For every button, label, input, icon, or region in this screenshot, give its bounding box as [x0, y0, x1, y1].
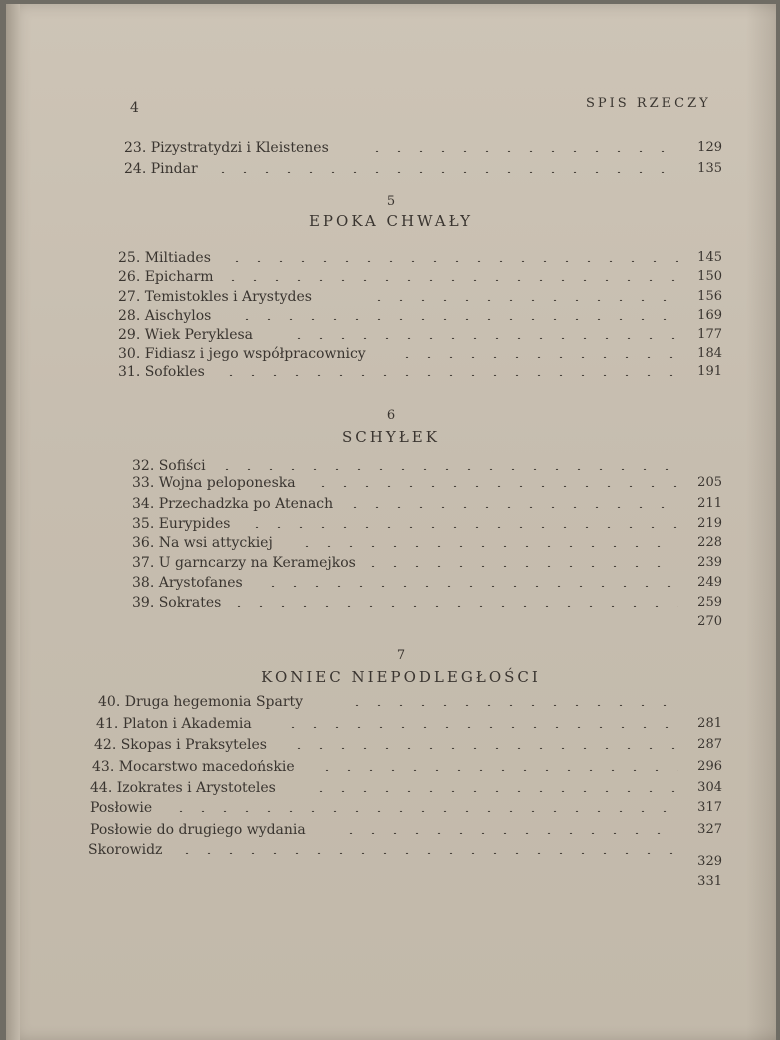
toc-entry-page: 150 — [697, 269, 722, 284]
dot-leader — [310, 790, 678, 792]
dot-leader — [316, 769, 678, 771]
toc-entry — [6, 346, 776, 366]
chapter-title: SCHYŁEK — [342, 428, 440, 446]
toc-entry-label: 36. Na wsi attyckiej — [132, 535, 273, 551]
dot-leader — [282, 726, 678, 728]
toc-entry-label: 32. Sofiści — [132, 458, 206, 474]
toc-entry-label: 30. Fidiasz i jego współpracownicy — [118, 346, 366, 362]
toc-entry-label: Skorowidz — [88, 842, 163, 858]
toc-entry-label: 29. Wiek Peryklesa — [118, 327, 254, 343]
chapter-number: 5 — [386, 194, 396, 209]
chapter-number: 6 — [386, 408, 396, 423]
toc-entry-page: 169 — [697, 308, 722, 323]
dot-leader — [344, 506, 678, 508]
toc-entry-label: 43. Mocarstwo macedońskie — [92, 759, 295, 775]
toc-entry-label: 28. Aischylos — [118, 308, 212, 324]
running-title: SPIS RZECZY — [586, 96, 711, 111]
dot-leader — [346, 704, 678, 706]
toc-entry-label: 40. Druga hegemonia Sparty — [98, 694, 304, 710]
toc-entry-page: 304 — [697, 780, 722, 795]
toc-entry — [6, 269, 776, 289]
toc-entry-page: 129 — [697, 140, 722, 155]
toc-entry — [6, 759, 776, 779]
toc-entry-label: 31. Sofokles — [118, 364, 205, 380]
chapter-number: 7 — [396, 648, 406, 663]
toc-entry — [6, 140, 776, 160]
dot-leader — [236, 318, 678, 320]
toc-entry-page: 296 — [697, 759, 722, 774]
toc-entry — [6, 289, 776, 309]
dot-leader — [396, 356, 678, 358]
toc-entry-page: 205 — [697, 475, 722, 490]
toc-entry — [6, 555, 776, 575]
toc-entry-page: 145 — [697, 250, 722, 265]
toc-entry-page: 211 — [697, 496, 722, 511]
toc-entry-page: 219 — [697, 516, 722, 531]
toc-entry-label: 39. Sokrates — [132, 595, 222, 611]
toc-entry-page: 317 — [697, 800, 722, 815]
dot-leader — [246, 526, 678, 528]
toc-entry — [6, 595, 776, 615]
toc-entry-label: 41. Platon i Akademia — [96, 716, 252, 732]
toc-entry — [6, 822, 776, 842]
dot-leader — [296, 545, 678, 547]
toc-entry — [6, 575, 776, 595]
toc-trailing-page: 270 — [697, 614, 722, 629]
toc-entry — [6, 364, 776, 384]
toc-entry-page: 156 — [697, 289, 722, 304]
toc-entry-label: 23. Pizystratydzi i Kleistenes — [124, 140, 329, 156]
toc-entry-page: 184 — [697, 346, 722, 361]
toc-entry-label: 35. Eurypides — [132, 516, 231, 532]
toc-entry — [6, 308, 776, 328]
dot-leader — [212, 171, 678, 173]
dot-leader — [222, 279, 678, 281]
toc-entry — [6, 694, 776, 714]
toc-entry — [6, 327, 776, 347]
toc-entry-label: 25. Miltiades — [118, 250, 211, 266]
toc-entry-page: 239 — [697, 555, 722, 570]
toc-entry-page: 329 — [697, 854, 722, 869]
toc-entry-page: 249 — [697, 575, 722, 590]
toc-entry-label: 37. U garncarzy na Keramejkos — [132, 555, 356, 571]
toc-entry — [6, 475, 776, 495]
chapter-title: EPOKA CHWAŁY — [308, 212, 474, 230]
toc-entry — [6, 250, 776, 270]
dot-leader — [220, 374, 678, 376]
dot-leader — [368, 299, 678, 301]
toc-entry-page: 259 — [697, 595, 722, 610]
dot-leader — [288, 747, 678, 749]
toc-entry-label: 42. Skopas i Praksyteles — [94, 737, 267, 753]
toc-entry-page: 287 — [697, 737, 722, 752]
dot-leader — [228, 605, 678, 607]
toc-entry-page: 191 — [697, 364, 722, 379]
dot-leader — [312, 485, 678, 487]
dot-leader — [340, 832, 678, 834]
toc-entry-page: 281 — [697, 716, 722, 731]
toc-entry-label: 24. Pindar — [124, 161, 198, 177]
toc-entry-label: 26. Epicharm — [118, 269, 214, 285]
toc-entry — [6, 716, 776, 736]
toc-entry — [6, 842, 776, 869]
toc-entry — [6, 496, 776, 516]
toc-entry — [6, 161, 776, 181]
toc-entry-label: 44. Izokrates i Arystoteles — [90, 780, 276, 796]
chapter-title: KONIEC NIEPODLEGŁOŚCI — [261, 668, 541, 686]
dot-leader — [170, 810, 678, 812]
dot-leader — [176, 852, 678, 854]
toc-entry — [6, 516, 776, 536]
toc-entry-label: 33. Wojna peloponeska — [132, 475, 296, 491]
toc-entry — [6, 800, 776, 820]
page-number: 4 — [130, 100, 139, 116]
toc-entry-page: 135 — [697, 161, 722, 176]
dot-leader — [362, 565, 678, 567]
dot-leader — [262, 585, 678, 587]
toc-entry-label: Posłowie — [90, 800, 153, 816]
toc-entry-label: 34. Przechadzka po Atenach — [132, 496, 334, 512]
toc-entry-label: 27. Temistokles i Arystydes — [118, 289, 312, 305]
toc-entry-page: 177 — [697, 327, 722, 342]
dot-leader — [366, 150, 678, 152]
toc-entry-label: Posłowie do drugiego wydania — [90, 822, 306, 838]
dot-leader — [288, 337, 678, 339]
dot-leader — [216, 468, 678, 470]
toc-entry — [6, 737, 776, 757]
page-shadow — [746, 4, 776, 1040]
toc-entry — [6, 535, 776, 555]
toc-entry-page: 327 — [697, 822, 722, 837]
dot-leader — [226, 260, 678, 262]
toc-entry-page: 228 — [697, 535, 722, 550]
toc-entry — [6, 780, 776, 800]
toc-entry-label: 38. Arystofanes — [132, 575, 243, 591]
toc-trailing-page: 331 — [697, 874, 722, 889]
book-page — [6, 4, 776, 1040]
